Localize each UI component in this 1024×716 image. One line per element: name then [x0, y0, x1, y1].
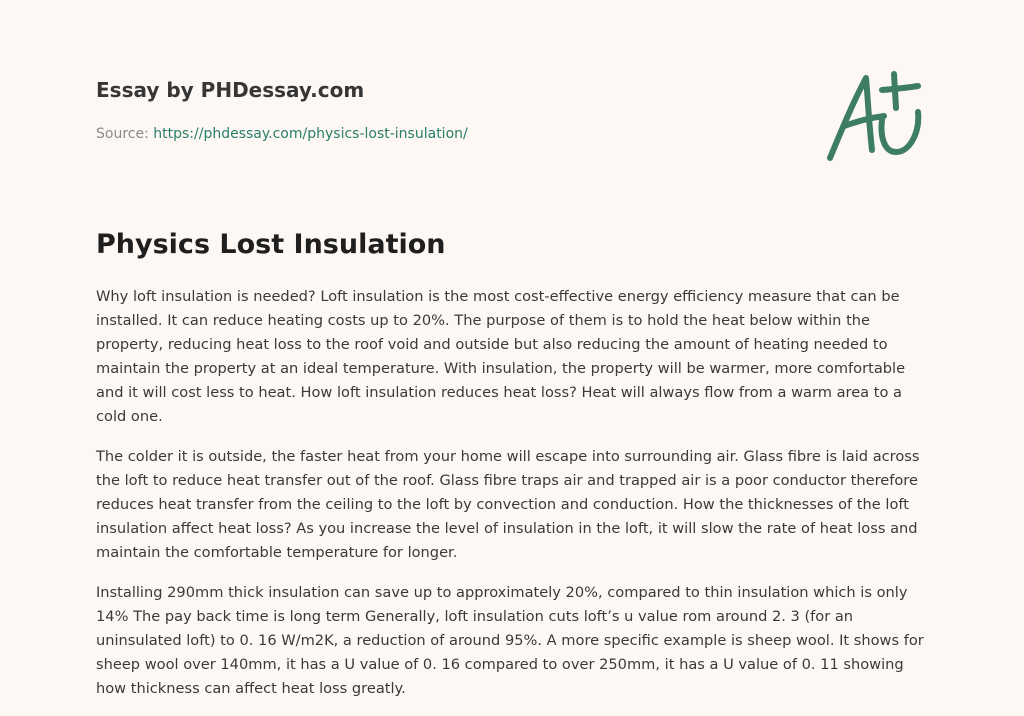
paragraph: Why loft insulation is needed? Loft insulation is the most cost-effective energy efficiency measure that can be installed. It can reduce heating costs up to 20%. The purpose of them is to hold the heat below within the property, reducing heat loss to the roof void and outside but also reducing the amount of heating needed to maintain the property at an ideal temperature. With insulation, the property will be warmer, more comfortable and it will cost less to heat. How loft insulation reduces heat loss? Heat will always flow from a warm area to a cold one. — [96, 288, 906, 425]
source-link[interactable]: https://phdessay.com/physics-lost-insulation/ — [153, 126, 468, 142]
a-plus-grade-icon — [822, 64, 932, 168]
paragraph: The colder it is outside, the faster heat from your home will escape into surrounding air. Glass fibre is laid across the loft to reduce heat transfer out of the roof. Glass fibre traps air and trapped air is a poor conductor therefore reduces heat transfer from the ceiling to the loft by convection and conduction. How the thicknesses of the loft insulation affect heat loss? As you increase the level of insulation in the loft, it will slow the rate of heat loss and maintain the comfortable temperature for longer. — [96, 448, 920, 561]
paragraph: Installing 290mm thick insulation can save up to approximately 20%, compared to thin insulation which is only 14% The pay back time is long term Generally, loft insulation cuts loft’s u value rom around 2. 3 (for an uninsulated loft) to 0. 16 W/m2K, a reduction of around 95%. A more specific example is sheep wool. It shows for sheep wool over 140mm, it has a U value of 0. 16 compared to over 250mm, it has a U value of 0. 11 showing how thickness can affect heat loss greatly. — [96, 584, 924, 697]
essay-header — [96, 76, 796, 144]
site-title: Essay by PHDessay.com — [96, 78, 365, 102]
article-body — [96, 285, 936, 716]
page-title: Physics Lost Insulation — [96, 229, 446, 260]
source-line — [96, 124, 796, 144]
source-label: Source: — [96, 126, 149, 142]
